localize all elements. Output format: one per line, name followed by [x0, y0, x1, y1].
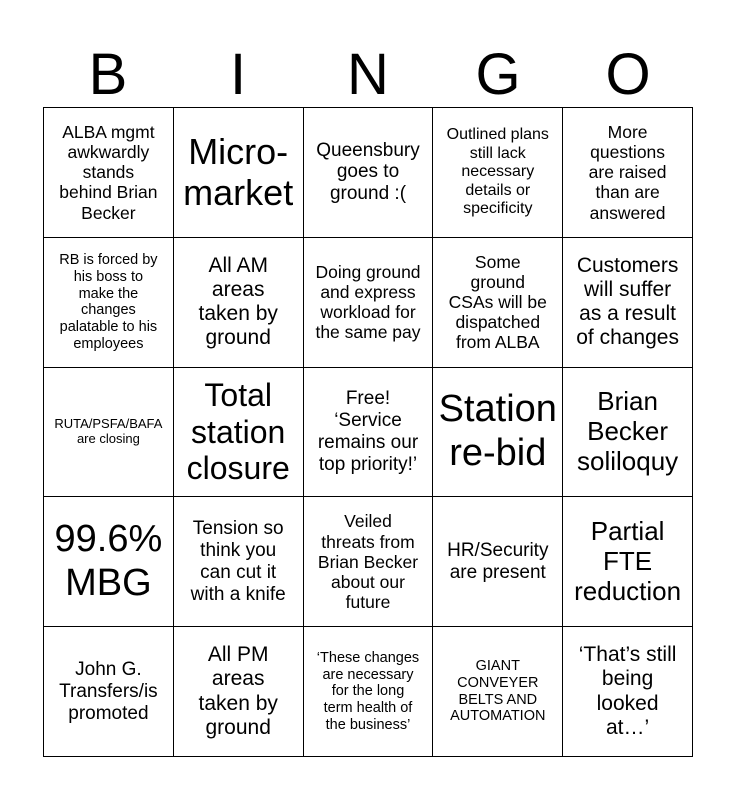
bingo-cell-r1c5[interactable] — [563, 108, 693, 238]
header-letter-n: N — [347, 42, 389, 107]
bingo-cell-r5c1[interactable] — [44, 627, 174, 757]
header-letter-b: B — [88, 42, 128, 107]
bingo-cell-r4c2[interactable] — [174, 497, 304, 627]
cell-text: Veiled threats from Brian Becker about our future — [317, 511, 419, 612]
cell-text: John G. Transfers/is promoted — [59, 658, 158, 724]
bingo-header — [43, 40, 693, 110]
bingo-cell-r3c3[interactable] — [304, 368, 434, 498]
cell-text: GIANT CONVEYER BELTS AND AUTOMATION — [450, 658, 546, 725]
cell-text: Brian Becker soliloquy — [577, 386, 679, 476]
cell-text: ALBA mgmt awkwardly stands behind Brian Becker — [59, 122, 158, 223]
bingo-cell-r5c3[interactable] — [304, 627, 434, 757]
cell-text: Partial FTE reduction — [574, 515, 682, 606]
bingo-cell-r4c3[interactable] — [304, 497, 434, 627]
cell-text: ‘These changes are necessary for the long term health of the business’ — [316, 649, 420, 733]
header-letter-i: I — [229, 42, 247, 107]
bingo-cell-r2c3[interactable] — [304, 238, 434, 368]
bingo-cell-r5c5[interactable] — [563, 627, 693, 757]
cell-text: Customers will suffer as a result of changes — [576, 253, 679, 350]
cell-text: HR/Security are present — [447, 539, 549, 583]
cell-text: 99.6% MBG — [54, 518, 163, 604]
cell-text: Free! ‘Service remains our top priority!’ — [317, 388, 419, 475]
bingo-cell-r2c1[interactable] — [44, 238, 174, 368]
cell-text: Queensbury goes to ground :( — [316, 139, 420, 205]
bingo-cell-r3c5[interactable] — [563, 368, 693, 498]
bingo-cell-r4c1[interactable] — [44, 497, 174, 627]
bingo-cell-r3c2[interactable] — [174, 368, 304, 498]
cell-text: Total station closure — [186, 376, 290, 487]
bingo-cell-r4c4[interactable] — [433, 497, 563, 627]
bingo-cell-r1c3[interactable] — [304, 108, 434, 238]
cell-text: RUTA/PSFA/BAFA are closing — [54, 416, 163, 446]
bingo-cell-r3c1[interactable] — [44, 368, 174, 498]
cell-text: Outlined plans still lack necessary details or specificity — [446, 126, 549, 217]
bingo-cell-r2c4[interactable] — [433, 238, 563, 368]
header-letter-g: G — [475, 42, 521, 107]
cell-text: Micro- market — [183, 131, 294, 214]
cell-text: Some ground CSAs will be dispatched from ALBA — [448, 251, 547, 353]
bingo-cell-r1c4[interactable] — [433, 108, 563, 238]
cell-text: More questions are raised than are answered — [588, 122, 667, 223]
bingo-cell-r5c4[interactable] — [433, 627, 563, 757]
bingo-cell-r2c2[interactable] — [174, 238, 304, 368]
bingo-cell-r2c5[interactable] — [563, 238, 693, 368]
header-letter-o: O — [605, 42, 651, 107]
cell-text: Doing ground and express workload for the same pay — [315, 261, 421, 343]
cell-text: Tension so think you can cut it with a knife — [190, 518, 286, 605]
cell-text: ‘That’s still being looked at…’ — [578, 643, 677, 739]
bingo-cell-r1c1[interactable] — [44, 108, 174, 238]
bingo-board — [43, 107, 693, 757]
bingo-cell-r5c2[interactable] — [174, 627, 304, 757]
cell-text: RB is forced by his boss to make the changes palatable to his employees — [59, 252, 158, 352]
cell-text: All PM areas taken by ground — [198, 643, 278, 739]
bingo-cell-r1c2[interactable] — [174, 108, 304, 238]
cell-text: Station re-bid — [438, 388, 557, 474]
bingo-cell-r4c5[interactable] — [563, 497, 693, 627]
cell-text: All AM areas taken by ground — [198, 253, 278, 350]
bingo-cell-r3c4[interactable] — [433, 368, 563, 498]
